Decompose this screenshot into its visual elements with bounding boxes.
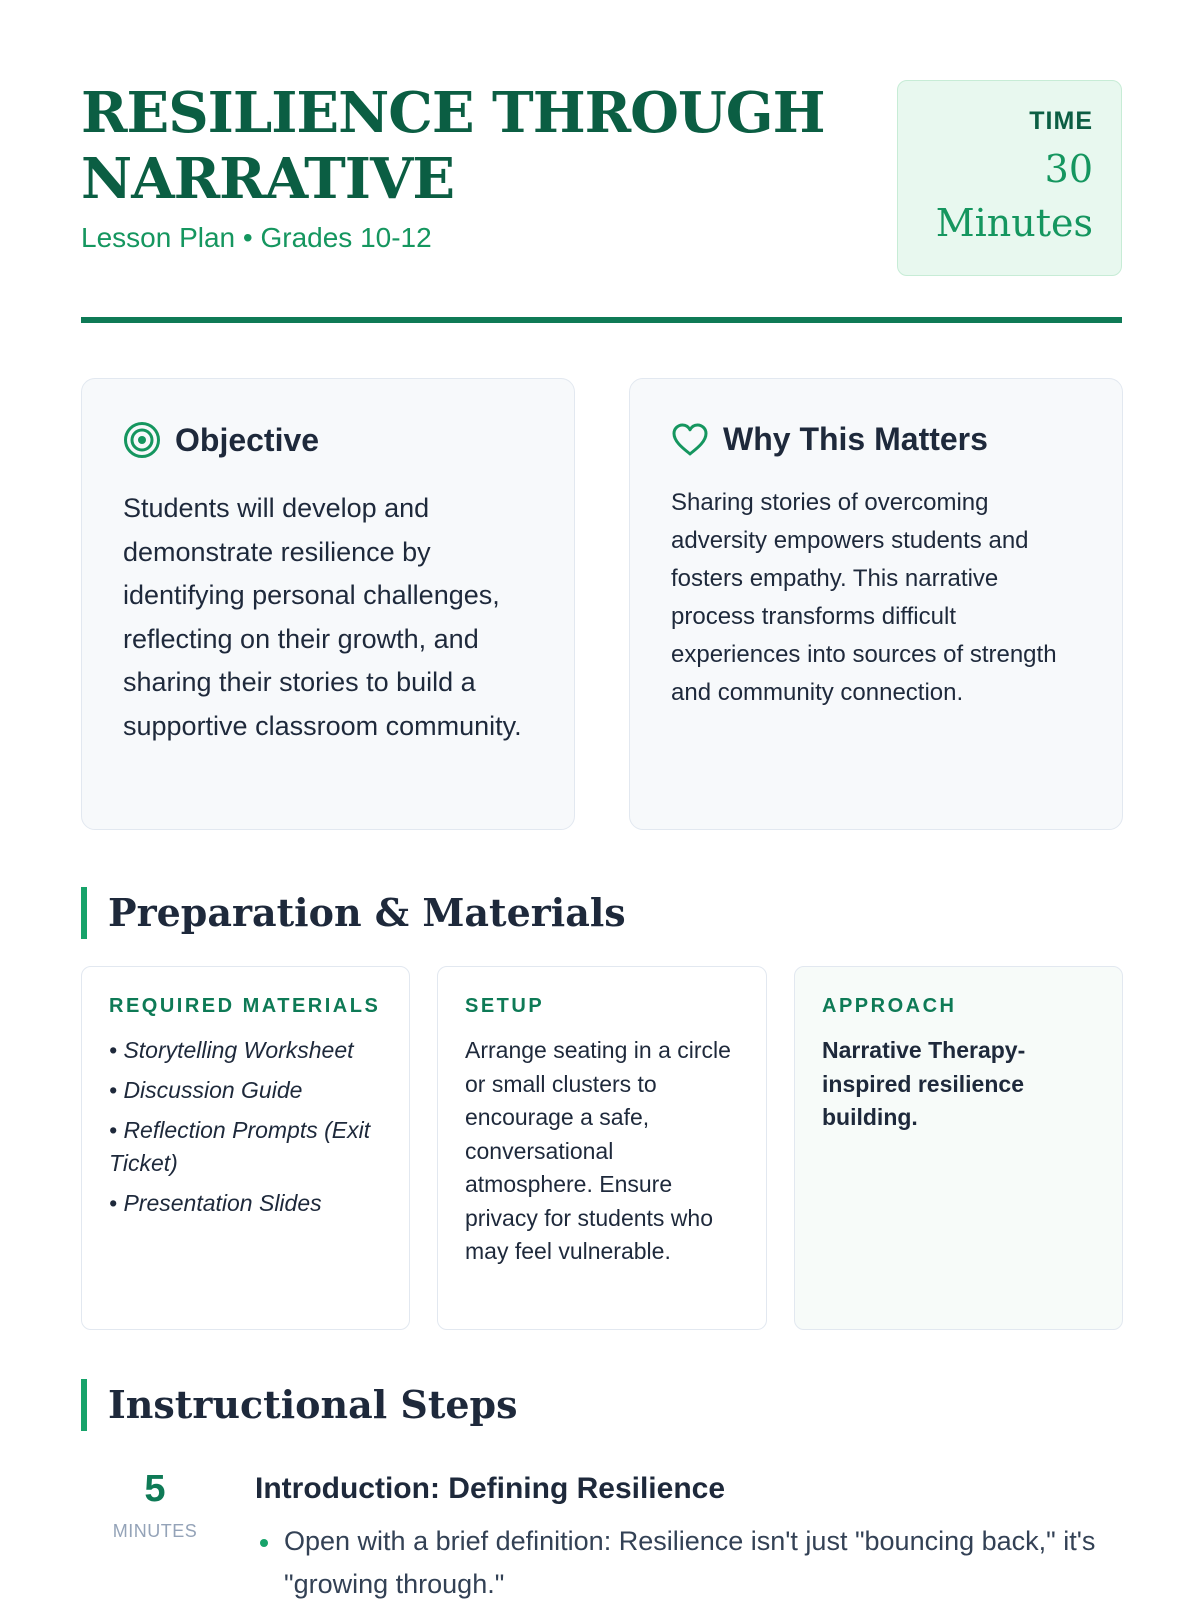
step-bullet: Open with a brief definition: Resilience isn't just "bouncing back," it's "growing through." — [255, 1520, 1115, 1600]
why-title: Why This Matters — [723, 421, 988, 457]
page-title: RESILIENCE THROUGH NARRATIVE — [81, 80, 825, 212]
target-icon — [123, 421, 161, 459]
why-text: Sharing stories of overcoming adversity empowers students and fosters empathy. This narrative process transforms difficult experiences into sources of strength and community connection. — [671, 489, 1057, 706]
why-card — [629, 378, 1123, 830]
why-header — [671, 421, 1082, 458]
step-bullets — [255, 1520, 1115, 1600]
list-item: • Storytelling Worksheet — [109, 1037, 354, 1063]
objective-header — [123, 421, 534, 459]
list-item: • Presentation Slides — [109, 1190, 322, 1216]
setup-label: SETUP — [465, 995, 545, 1017]
page-subtitle: Lesson Plan • Grades 10-12 — [81, 222, 432, 253]
page-header — [81, 80, 1122, 324]
time-box — [897, 80, 1122, 276]
approach-text: Narrative Therapy-inspired resilience building. — [822, 1037, 1026, 1130]
approach-card — [794, 966, 1123, 1330]
steps-heading: Instructional Steps — [81, 1379, 518, 1431]
setup-card — [437, 966, 767, 1330]
list-item: • Reflection Prompts (Exit Ticket) — [109, 1117, 371, 1176]
list-item: • Discussion Guide — [109, 1077, 303, 1103]
time-label: TIME — [1029, 107, 1093, 135]
setup-text: Arrange seating in a circle or small clusters to encourage a safe, conversational atmosphere. Ensure privacy for students who may feel vulnerable. — [465, 1037, 731, 1264]
step-duration: 5 — [144, 1468, 166, 1510]
materials-list — [109, 1034, 387, 1220]
approach-label: APPROACH — [822, 995, 957, 1017]
step-duration-unit: MINUTES — [112, 1521, 198, 1541]
heart-icon — [671, 422, 709, 458]
objective-card — [81, 378, 575, 830]
time-value: 30 Minutes — [935, 147, 1093, 245]
objective-text: Students will develop and demonstrate resilience by identifying personal challenges, reflecting on their growth, and sharing their stories to build a supportive classroom community. — [123, 493, 522, 741]
materials-label: REQUIRED MATERIALS — [109, 995, 381, 1017]
materials-card — [81, 966, 410, 1330]
preparation-heading: Preparation & Materials — [81, 887, 626, 939]
step-title: Introduction: Defining Resilience — [255, 1472, 726, 1505]
objective-title: Objective — [175, 421, 320, 458]
header-divider — [81, 317, 1122, 323]
